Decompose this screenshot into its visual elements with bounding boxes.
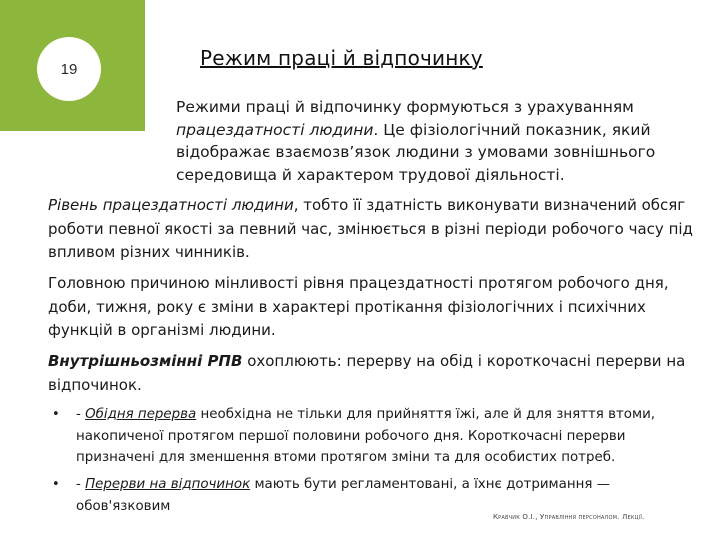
slide-number-badge (37, 37, 101, 101)
paragraph2-emphasis: Рівень працездатності людини (48, 196, 294, 214)
bullet-marker: • (52, 477, 60, 492)
intro-emphasis: працездатності людини (176, 120, 374, 139)
intro-paragraph: Режими праці й відпочинку формуються з урахуванням працездатності людини. Це фізіологічний показник, який відображає взаємозв’язок людини з умовами зовнішнього середовища й характером трудової діяльності. (176, 98, 656, 184)
bullet-marker: • (52, 407, 60, 422)
footer-credit: Кравчик О.І., Управління персоналом. Лекції. (493, 513, 645, 521)
paragraph-working-capacity-level: Рівень працездатності людини, тобто її здатність виконувати визначений обсяг роботи певної якості за певний час, змінюється в різні періоди робочого часу під впливом різних чинників. (48, 196, 693, 261)
bullet-rest-breaks: - Перерви на відпочинок мають бути регламентовані, а їхнє дотримання — обов'язковим (76, 477, 611, 514)
bullet-lunch-break: - Обідня перерва необхідна не тільки для прийняття їжі, але й для зняття втоми, накопиченої протягом першої половини робочого дня. Короткочасні перерви призначені для зменшення втоми протягом зміни та для особистих потреб. (76, 407, 656, 465)
bullet-term: Обідня перерва (85, 407, 197, 422)
slide-number: 19 (60, 60, 78, 78)
paragraph-variability-cause: Головною причиною мінливості рівня працездатності протягом робочого дня, доби, тижня, року є зміни в характері протікання фізіологічних і психічних функцій в організмі людини. (48, 274, 669, 339)
paragraph-intrashift-breaks: Внутрішньозмінні РПВ охоплюють: перерву на обід і короткочасні перерви на відпочинок. (48, 352, 686, 394)
slide-title: Режим праці й відпочинку (200, 46, 483, 70)
bullet-term: Перерви на відпочинок (85, 477, 251, 492)
paragraph4-emphasis: Внутрішньозмінні РПВ (48, 352, 243, 370)
